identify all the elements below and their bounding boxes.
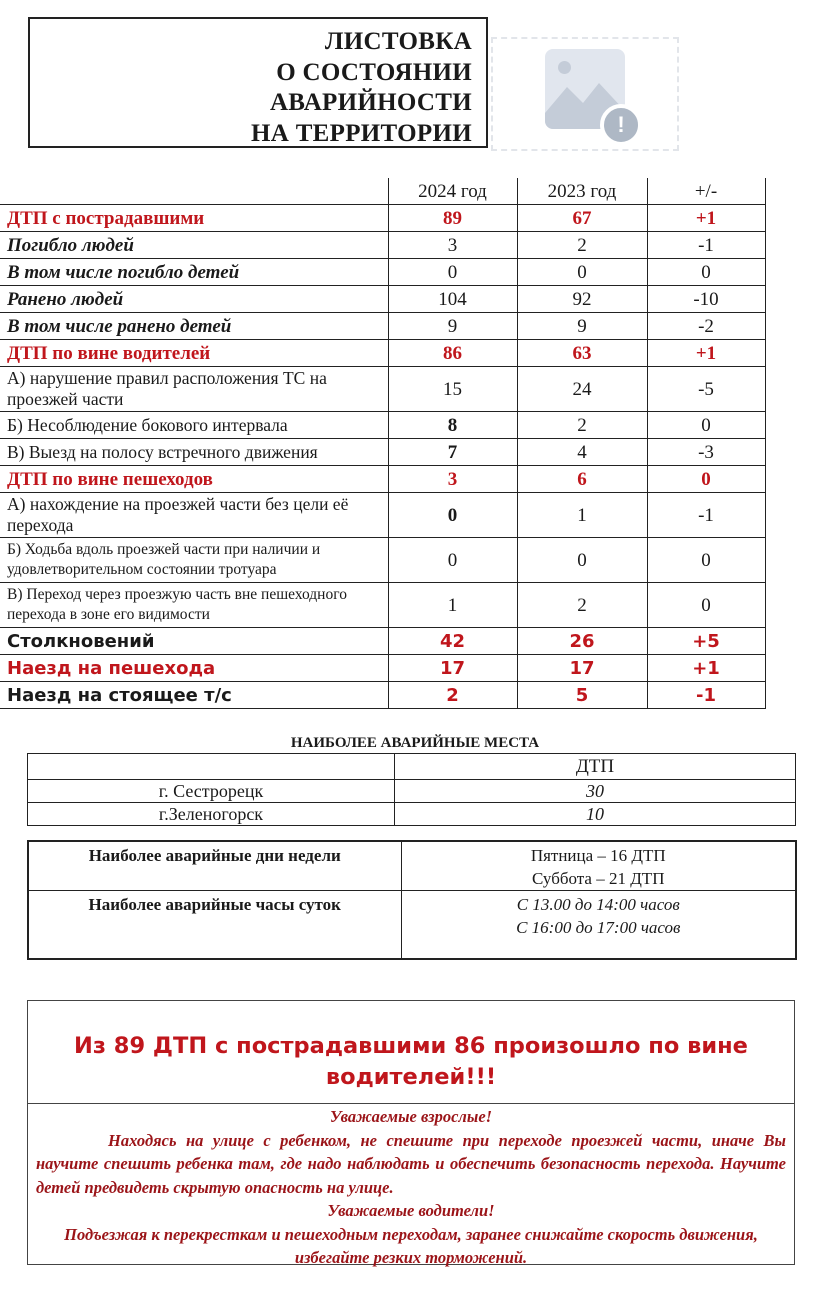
header-empty [28,754,395,780]
value-diff: -10 [647,286,765,313]
dangerous-time-table [27,840,797,960]
value-diff: +1 [647,655,765,682]
table-row [28,803,796,826]
row-label: Наезд на стоящее т/с [0,682,388,709]
value-2023: 1 [517,493,647,538]
table-row [0,655,765,682]
days-label: Наиболее аварийные дни недели [28,841,401,891]
header-diff: +/- [647,178,765,205]
value-2024: 42 [388,628,517,655]
value-2023: 2 [517,583,647,628]
title-line: НА ТЕРРИТОРИИ [251,119,472,147]
value-2024: 9 [388,313,517,340]
day-value: Суббота – 21 ДТП [532,869,665,888]
value-diff: 0 [647,466,765,493]
row-label: Ранено людей [0,286,388,313]
value-diff: -1 [647,232,765,259]
row-label: В) Выезд на полосу встречного движения [0,439,388,466]
table-row [0,682,765,709]
dangerous-places-table [27,753,796,826]
value-2023: 5 [517,682,647,709]
row-label: Б) Ходьба вдоль проезжей части при наличии и удовлетворительном состоянии тротуара [0,538,388,583]
day-value: Пятница – 16 ДТП [530,846,666,865]
table-row [28,891,796,960]
table-row [0,340,765,367]
image-placeholder [491,37,679,151]
adults-text: Находясь на улице с ребенком, не спешите при переходе проезжей части, иначе Вы научите спешить ребенка там, где надо наблюдать и обеспечить безопасность перехода. Научите детей предвидеть скрытую опасность на улице. [36,1130,786,1197]
hours-label: Наиболее аварийные часы суток [28,891,401,960]
title-line: О СОСТОЯНИИ [276,58,472,86]
table-row [0,628,765,655]
table-header-row [28,754,796,780]
drivers-title: Уважаемые водители! [327,1201,495,1220]
value-2023: 63 [517,340,647,367]
table-row [0,205,765,232]
value-2024: 0 [388,259,517,286]
value-diff: -3 [647,439,765,466]
header-2024: 2024 год [388,178,517,205]
table-row [0,538,765,583]
value-2023: 26 [517,628,647,655]
value-2023: 24 [517,367,647,412]
header-dtp: ДТП [395,754,796,780]
notice-body [36,1105,786,1270]
value-2024: 2 [388,682,517,709]
table-row [0,466,765,493]
drivers-text: Подъезжая к перекресткам и пешеходным переходам, заранее снижайте скорость движения, избегайте резких торможений. [64,1224,758,1267]
row-label: ДТП с пострадавшими [0,205,388,232]
title-line: АВАРИЙНОСТИ [269,89,472,116]
table-row [0,439,765,466]
value-2023: 9 [517,313,647,340]
leaflet-title [251,27,472,149]
value-diff: -2 [647,313,765,340]
row-label: А) нарушение правил расположения ТС на проезжей части [0,367,388,412]
value-2024: 3 [388,232,517,259]
value-2023: 17 [517,655,647,682]
value-diff: +1 [647,340,765,367]
table-row [0,412,765,439]
days-values [401,841,796,891]
row-label: В том числе ранено детей [0,313,388,340]
header-2023: 2023 год [517,178,647,205]
hour-value: С 16:00 до 17:00 часов [516,918,681,937]
value-diff: 0 [647,538,765,583]
row-label: А) нахождение на проезжей части без цели её перехода [0,493,388,538]
row-label: В том числе погибло детей [0,259,388,286]
value-2024: 89 [388,205,517,232]
table-row [0,367,765,412]
accident-statistics-table [0,178,766,709]
place-name: г. Сестрорецк [28,780,395,803]
place-count: 10 [395,803,796,826]
row-label: Наезд на пешехода [0,655,388,682]
row-label: В) Переход через проезжую часть вне пешеходного перехода в зоне его видимости [0,583,388,628]
table-row [0,232,765,259]
value-2024: 0 [388,493,517,538]
safety-notice [27,1000,795,1265]
places-section-title: НАИБОЛЕЕ АВАРИЙНЫЕ МЕСТА [290,735,540,751]
value-2023: 92 [517,286,647,313]
table-row [0,583,765,628]
table-row [0,493,765,538]
value-2024: 86 [388,340,517,367]
value-2023: 2 [517,412,647,439]
value-2023: 2 [517,232,647,259]
value-diff: +5 [647,628,765,655]
value-2024: 104 [388,286,517,313]
value-2023: 67 [517,205,647,232]
adults-title: Уважаемые взрослые! [329,1107,493,1126]
table-row [0,313,765,340]
table-row [0,259,765,286]
value-2024: 1 [388,583,517,628]
value-diff: -1 [647,493,765,538]
value-2024: 17 [388,655,517,682]
value-diff: 0 [647,259,765,286]
row-label: ДТП по вине пешеходов [0,466,388,493]
value-2023: 0 [517,538,647,583]
value-2024: 3 [388,466,517,493]
warning-badge-icon: ! [600,104,642,146]
value-2024: 15 [388,367,517,412]
value-diff: +1 [647,205,765,232]
value-2024: 0 [388,538,517,583]
place-count: 30 [395,780,796,803]
row-label: ДТП по вине водителей [0,340,388,367]
table-row [28,780,796,803]
table-row [0,286,765,313]
table-header-row [0,178,765,205]
value-2023: 0 [517,259,647,286]
value-diff: 0 [647,583,765,628]
value-2023: 4 [517,439,647,466]
row-label: Столкновений [0,628,388,655]
row-label: Б) Несоблюдение бокового интервала [0,412,388,439]
title-line: ЛИСТОВКА [324,28,472,55]
table-row [28,841,796,891]
value-2023: 6 [517,466,647,493]
value-2024: 8 [388,412,517,439]
place-name: г.Зеленогорск [28,803,395,826]
title-box [28,17,488,148]
row-label: Погибло людей [0,232,388,259]
value-2024: 7 [388,439,517,466]
header-empty [0,178,388,205]
value-diff: -1 [647,682,765,709]
hour-value: С 13.00 до 14:00 часов [516,895,680,914]
hours-values [401,891,796,960]
value-diff: -5 [647,367,765,412]
value-diff: 0 [647,412,765,439]
notice-headline: Из 89 ДТП с пострадавшими 86 произошло по вине водителей!!! [28,1001,794,1104]
